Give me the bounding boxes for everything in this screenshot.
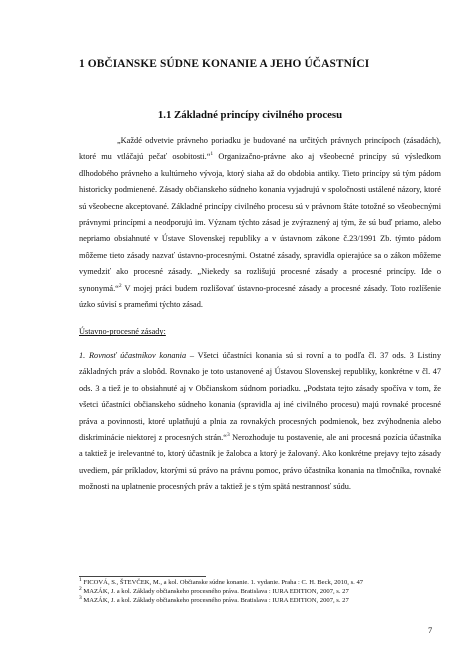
footnote-text: MAZÁK, J. a kol. Základy občianskeho procesného práva. Bratislava : IURA EDITION, 2007, s. 27 (81, 597, 349, 604)
footnote-text: FICOVÁ, S., ŠTEVČEK, M., a kol. Občianske súdne konanie. 1. vydanie. Praha : C. H. Beck, 2010, s. 47 (81, 579, 364, 586)
paragraph-equality-end: Nerozhoduje tu postavenie, ale ani procesná pozícia účastníka a taktiež je irelevantné to, ktorý účastník je žalobca a ktorý je žalovaný. Ako konkrétne prejavy tejto zásady uvediem, pár príkladov, ktorými sú právo na právnu pomoc, právo účastníka konania na tlmočníka, rovnaké možnosti na uplatnenie procesných práv a taktiež je s tým spätá nestrannosť súdu. (79, 432, 441, 492)
paragraph-intro-quote: „Každé odvetvie právneho poriadku je budované na určitých právnych princípoch (zásadách), ktoré mu vtláčajú pečať osobitosti.“ (79, 136, 441, 162)
section-title: 1.1 Základné princípy civilného procesu (157, 109, 343, 121)
footnote-1 (79, 578, 449, 587)
footnote-text: MAZÁK, J. a kol. Základy občianskeho procesného práva. Bratislava : IURA EDITION, 2007, s. 27 (81, 588, 349, 595)
body-text (79, 133, 441, 496)
paragraph-equality-body: – Všetci účastníci konania sú si rovní a to podľa čl. 37 ods. 3 Listiny základných práv a slobôd. Rovnako je toto ustanovené aj Ústavou Slovenskej republiky, konkrétne v čl. 47 ods. 3 a tiež je to obsiahnuté aj v Občianskom súdnom poriadku. „Podstata tejto zásady spočíva v tom, že všetci účastníci občianskeho súdneho konania (spravidla aj iné civilného procesu) majú rovnaké procesné práva a povinnosti, ktoré uplatňujú a plnia za rovnakých procesných podmienok, bez zvýhodnenia alebo diskriminácie niektorej z procesných strán.“ (79, 350, 441, 442)
footnote-ref-3[interactable]: 3 (226, 432, 230, 439)
footnote-2 (79, 587, 449, 596)
paragraph-intro (79, 133, 441, 313)
footnote-ref-1[interactable]: 1 (210, 151, 214, 158)
footnote-divider (79, 576, 206, 577)
footnote-ref-2[interactable]: 2 (118, 282, 122, 289)
footnote-number: 3 (79, 594, 82, 601)
subheading-constitutional-principles: Ústavno-procesné zásady: (79, 327, 166, 337)
paragraph-equality-lead: 1. Rovnosť účastníkov konania (79, 350, 187, 360)
footnote-3 (79, 596, 449, 605)
chapter-title: 1 OBČIANSKE SÚDNE KONANIE A JEHO ÚČASTNÍCI (79, 58, 370, 70)
footnotes (79, 578, 449, 605)
paragraph-intro-end: V mojej práci budem rozlišovať ústavno-procesné zásady a procesné zásady. Toto rozlíšenie úzko súvisí s prameňmi týchto zásad. (79, 283, 441, 310)
footnote-number: 1 (79, 576, 82, 583)
paragraph-intro-body: Organizačno-právne ako aj všeobecné princípy sú výsledkom dlhodobého právneho a kultúrneho vývoja, ktorý siaha až do obdobia antiky. Tieto princípy sú tým pádom historicky podmienené. Zásady občianskeho súdneho konania vyjadrujú v spoločnosti ustálené názory, ktoré sú všeobecne akceptované. Základné princípy civilného procesu sú v právnom štáte totožné so všeobecnými právnymi princípmi a neodporujú im. Význam týchto zásad je zvýraznený aj tým, že sú buď priamo, alebo nepriamo obsiahnuté v Ústave Slovenskej republiky a v ústavnom zákone č.23/1991 Zb. týmto pádom môžeme tieto zásady nazvať ústavno-procesnými. Ostatné zásady, spravidla opierajúce sa o zákon môžeme vymedziť ako procesné zásady. „Niekedy sa rozlišujú procesné zásady a procesné princípy. Ide o synonymá.“ (79, 152, 441, 293)
paragraph-equality (79, 348, 441, 496)
footnote-number: 2 (79, 585, 82, 592)
page-number: 7 (428, 625, 433, 635)
